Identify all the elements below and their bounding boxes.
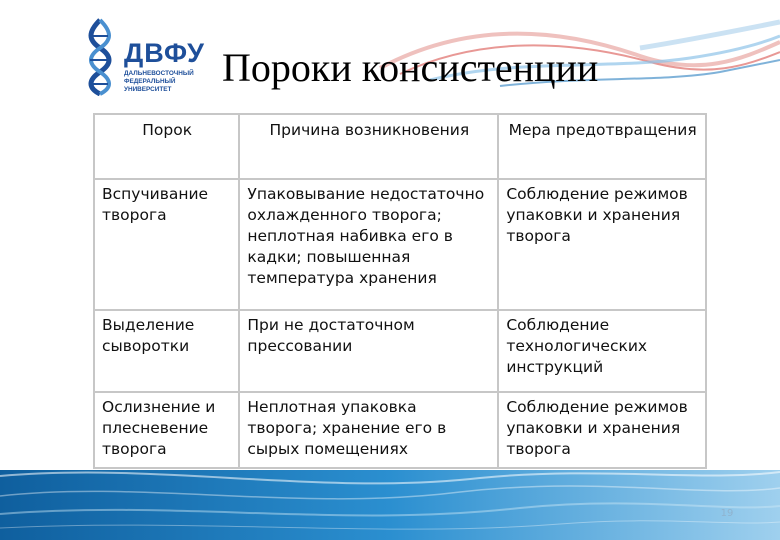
table-row [94, 392, 706, 468]
table-cell-prevention: Соблюдение технологических инструкций [498, 310, 706, 392]
defects-table [93, 113, 707, 469]
decorative-wave-bottom [0, 462, 780, 540]
page-number: 19 [720, 508, 734, 519]
table-cell-prevention: Соблюдение режимов упаковки и хранения творога [498, 392, 706, 468]
table-cell-cause: Неплотная упаковка творога; хранение его в сырых помещениях [239, 392, 498, 468]
column-header-cause: Причина возникновения [239, 114, 498, 179]
slide-title: Пороки консистенции [222, 45, 599, 90]
university-logo [80, 18, 210, 96]
logo-title: ДВФУ [124, 38, 205, 68]
table-row [94, 310, 706, 392]
university-emblem-icon [80, 18, 120, 96]
table-cell-cause: При не достаточном прессовании [239, 310, 498, 392]
logo-subtitle: ДАЛЬНЕВОСТОЧНЫЙ ФЕДЕРАЛЬНЫЙ УНИВЕРСИТЕТ [124, 70, 194, 93]
table-cell-defect: Выделение сыворотки [94, 310, 239, 392]
table-cell-prevention: Соблюдение режимов упаковки и хранения творога [498, 179, 706, 310]
table-row [94, 179, 706, 310]
table-cell-cause: Упаковывание недостаточно охлажденного творога; неплотная набивка его в кадки; повышенная температура хранения [239, 179, 498, 310]
column-header-defect: Порок [94, 114, 239, 179]
table-cell-defect: Ослизнение и плесневение творога [94, 392, 239, 468]
table-header-row [94, 114, 706, 179]
column-header-prevention: Мера предотвращения [498, 114, 706, 179]
table-cell-defect: Вспучивание творога [94, 179, 239, 310]
